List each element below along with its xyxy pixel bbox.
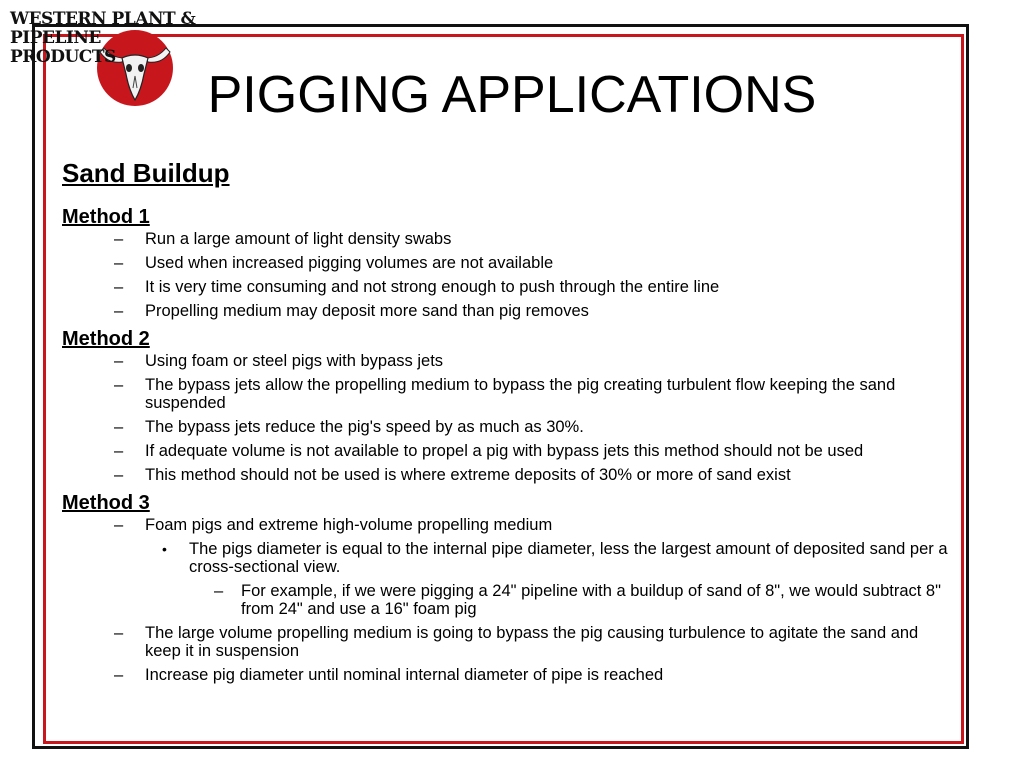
list-item: – The large volume propelling medium is going to bypass the pig causing turbulence to agitate the sand and keep it in suspension <box>114 624 919 660</box>
dash-bullet: – <box>114 516 124 534</box>
list-item: – Increase pig diameter until nominal internal diameter of pipe is reached <box>114 666 664 684</box>
list-item: – If adequate volume is not available to propel a pig with bypass jets this method should not be used <box>114 442 864 460</box>
method-3-heading: Method 3 <box>62 492 150 514</box>
list-item: – Foam pigs and extreme high-volume propelling medium <box>114 516 553 534</box>
dash-bullet: – <box>114 376 124 394</box>
list-item: – The bypass jets allow the propelling medium to bypass the pig creating turbulent flow keeping the sand suspended <box>114 376 896 412</box>
list-item: – Run a large amount of light density swabs <box>114 230 452 248</box>
dash-bullet: – <box>114 302 124 320</box>
dash-bullet: – <box>114 278 124 296</box>
logo-line-2: PIPELINE <box>10 28 101 48</box>
method-1-heading: Method 1 <box>62 206 150 228</box>
list-item: – Using foam or steel pigs with bypass jets <box>114 352 444 370</box>
dash-bullet: – <box>114 418 124 436</box>
list-item: – Propelling medium may deposit more sand than pig removes <box>114 302 589 320</box>
list-item: – It is very time consuming and not strong enough to push through the entire line <box>114 278 720 296</box>
dash-bullet: – <box>114 624 124 642</box>
dash-bullet: – <box>114 442 124 460</box>
list-item: – Used when increased pigging volumes are not available <box>114 254 554 272</box>
dot-bullet: • <box>162 541 167 557</box>
logo-line-3: PRODUCTS <box>10 47 116 67</box>
dash-bullet: – <box>114 352 124 370</box>
list-item: – This method should not be used is where extreme deposits of 30% or more of sand exist <box>114 466 791 484</box>
section-heading: Sand Buildup <box>62 158 230 188</box>
dash-bullet: – <box>114 466 124 484</box>
sub-list-item: • The pigs diameter is equal to the internal pipe diameter, less the largest amount of deposited sand per a cross-sectional view. <box>162 540 948 576</box>
logo-wordmark <box>10 9 196 67</box>
slide-title: PIGGING APPLICATIONS <box>207 66 817 124</box>
dash-bullet: – <box>114 254 124 272</box>
list-item: – The bypass jets reduce the pig's speed by as much as 30%. <box>114 418 584 436</box>
method-2-heading: Method 2 <box>62 328 150 350</box>
dash-bullet: – <box>214 582 224 600</box>
dash-bullet: – <box>114 666 124 684</box>
slide-body <box>62 152 952 690</box>
dash-bullet: – <box>114 230 124 248</box>
logo-line-1: WESTERN PLANT & <box>10 9 196 29</box>
sub-sub-list-item: – For example, if we were pigging a 24" pipeline with a buildup of sand of 8", we would subtract 8" from 24" and use a 16" foam pig <box>214 582 941 618</box>
